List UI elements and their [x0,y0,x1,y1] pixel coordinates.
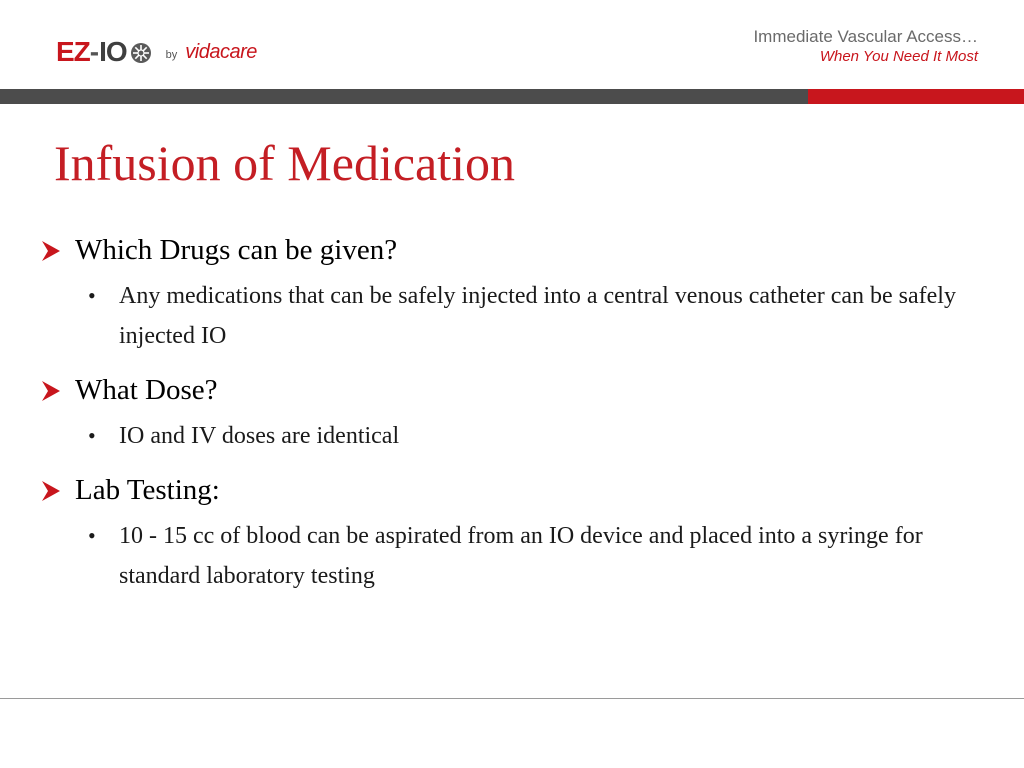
vidacare-brand: vidacare [185,40,257,63]
tagline-line2: When You Need It Most [819,48,978,65]
list-item-text: IO and IV doses are identical [119,423,400,449]
footer-divider [0,698,1024,699]
bullet-dot-icon: • [88,283,96,308]
header-bar-gray [0,89,808,104]
bullet-dot-icon: • [88,423,96,448]
section-heading-lab [40,470,990,510]
arrow-bullet-icon [40,239,62,263]
list-item [88,416,990,456]
section-heading-dose [40,370,990,410]
arrow-bullet-icon [40,379,62,403]
list-item-text: 10 - 15 cc of blood can be aspirated from an IO device and placed into a syringe for standard laboratory testing [119,523,923,589]
tagline [753,26,978,67]
section-heading-text: Lab Testing: [75,474,220,506]
list-item [88,276,990,356]
arrow-bullet-icon [40,479,62,503]
section-heading-drugs [40,230,990,270]
logo-dash-text: - [89,36,100,67]
section-heading-text: Which Drugs can be given? [75,234,398,266]
bullet-dot-icon: • [88,523,96,548]
section-heading-text: What Dose? [75,374,218,406]
tagline-line1: Immediate Vascular Access… [753,27,978,46]
slide-title: Infusion of Medication [54,135,516,191]
list-item [88,516,990,596]
logo-io-text: IO [99,36,127,67]
header-bar-red [808,89,1024,104]
ez-io-logo [56,36,257,68]
logo-ez-text: EZ [56,36,90,67]
logo-by-text: by [165,49,178,61]
slide-content [40,230,990,596]
logo-emblem-icon [130,42,152,64]
list-item-text: Any medications that can be safely injected into a central venous catheter can be safely injected IO [119,283,956,349]
